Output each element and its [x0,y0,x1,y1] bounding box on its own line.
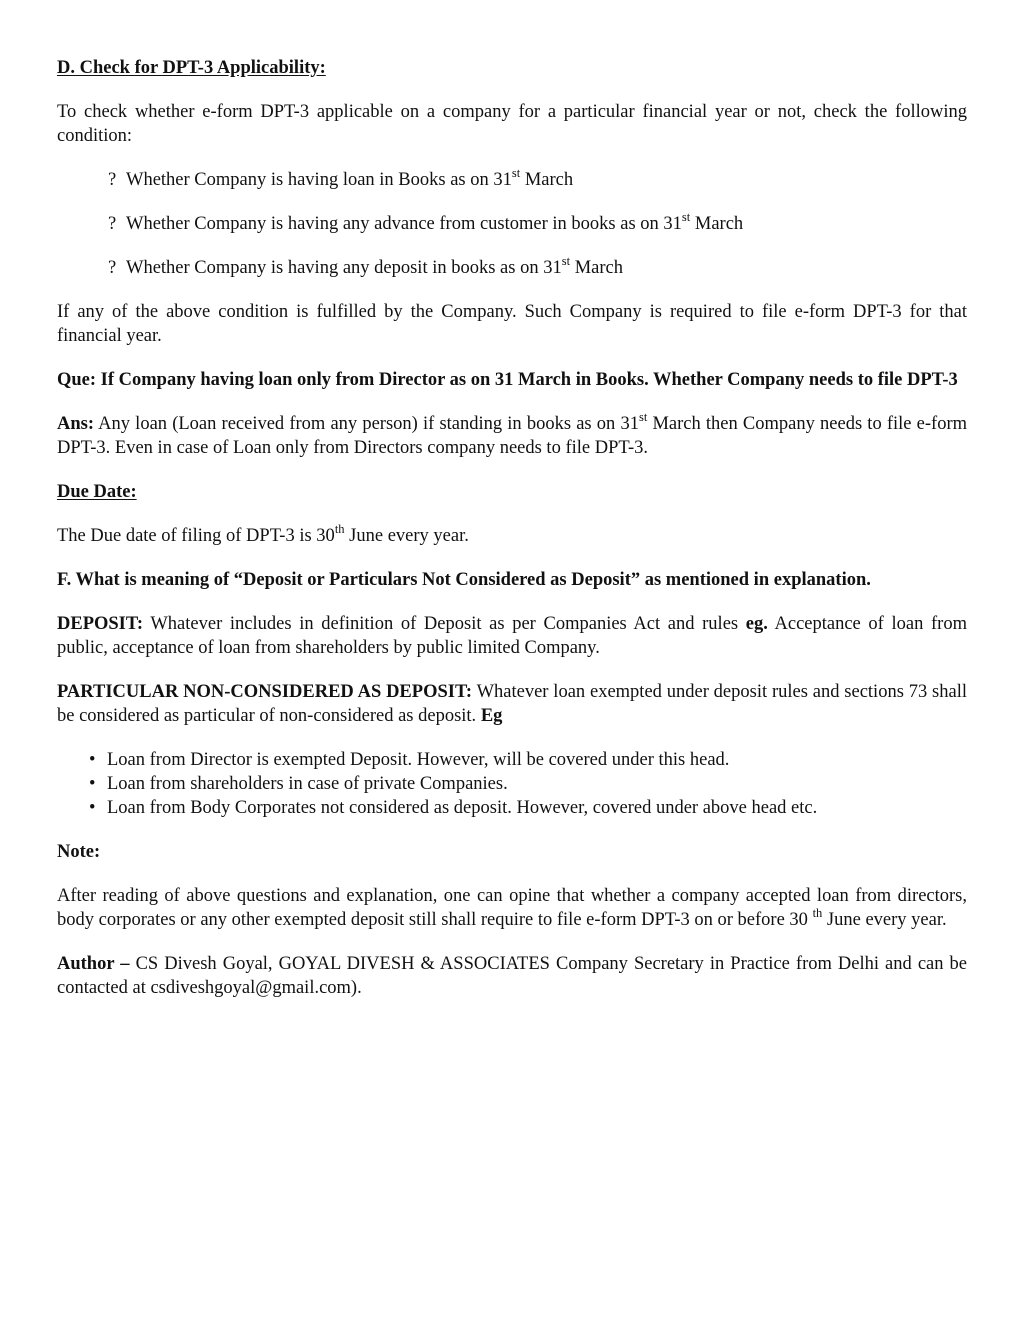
condition-item [57,253,967,280]
list-item-text: Loan from shareholders in case of private Companies. [107,774,508,794]
ordinal-suffix: st [561,253,571,268]
list-item [57,796,967,820]
author-paragraph [57,952,967,1000]
deposit-text-end: Acceptance of loan from public, acceptance of loan from shareholders by public limited Company. [57,614,967,658]
note-paragraph [57,884,967,932]
list-item [57,772,967,796]
deposit-eg: eg. [745,614,768,634]
due-date-text [57,521,967,548]
list-item [57,748,967,772]
ordinal-suffix: th [334,521,345,536]
answer-label: Ans: [57,414,95,434]
ordinal-suffix: st [511,165,521,180]
author-label: Author – [57,954,136,974]
deposit-paragraph [57,612,967,660]
section-d-conclusion: If any of the above condition is fulfilled by the Company. Such Company is required to file e-form DPT-3 for that financial year. [57,302,967,346]
note-text-end: June every year. [822,910,947,930]
condition-text: Whether Company is having loan in Books as on 31 [126,170,512,190]
ordinal-suffix: st [638,409,648,424]
answer-text-end: March then Company needs to file e-form DPT-3. Even in case of Loan only from Directors company needs to file DPT-3. [57,414,968,458]
note-text-start: After reading of above questions and explanation, one can opine that whether a company accepted loan from directors, body corporates or any other exempted deposit still shall require to file e-form DPT-3 on or before 30 [57,886,967,930]
bullet-icon: • [89,774,96,794]
condition-tail: March [520,170,574,190]
ordinal-suffix: th [812,905,823,920]
condition-text: Whether Company is having any advance from customer in books as on 31 [126,214,682,234]
condition-tail: March [570,258,623,278]
answer-paragraph [57,409,968,460]
document-page [57,56,967,1000]
deposit-label: DEPOSIT: [57,614,144,634]
condition-marker: ? [108,170,117,190]
section-d-heading: D. Check for DPT-3 Applicability: [57,58,326,78]
section-d-intro: To check whether e-form DPT-3 applicable on a company for a particular financial year or not, check the following condition: [57,102,967,146]
condition-item [57,209,967,236]
particular-label: PARTICULAR NON-CONSIDERED AS DEPOSIT: [57,682,473,702]
bullet-icon: • [89,798,96,818]
ordinal-suffix: st [681,209,691,224]
condition-item [57,165,967,192]
due-date-text-end: June every year. [344,526,469,546]
list-item-text: Loan from Body Corporates not considered as deposit. However, covered under above head etc. [107,798,818,818]
condition-text: Whether Company is having any deposit in books as on 31 [126,258,562,278]
due-date-heading: Due Date: [57,482,137,502]
particular-eg: Eg [480,706,503,726]
particular-paragraph [57,680,967,728]
list-item-text: Loan from Director is exempted Deposit. However, will be covered under this head. [107,750,730,770]
condition-tail: March [690,214,744,234]
deposit-text-start: Whatever includes in definition of Deposit as per Companies Act and rules [143,614,746,634]
bullet-icon: • [89,750,96,770]
particular-text: Whatever loan exempted under deposit rules and sections 73 shall be considered as particular of non-considered as deposit. [57,682,967,726]
note-heading: Note: [57,842,101,862]
question-text: Que: If Company having loan only from Director as on 31 March in Books. Whether Company needs to file DPT-3 [57,370,958,390]
author-text: CS Divesh Goyal, GOYAL DIVESH & ASSOCIATES Company Secretary in Practice from Delhi and can be contacted at csdiveshgoyal@gmail.com). [57,954,967,998]
condition-marker: ? [108,258,117,278]
answer-text-start: Any loan (Loan received from any person) if standing in books as on 31 [94,414,639,434]
exemption-list [57,748,967,820]
condition-marker: ? [108,214,117,234]
due-date-text-start: The Due date of filing of DPT-3 is 30 [57,526,335,546]
section-f-heading: F. What is meaning of “Deposit or Particulars Not Considered as Deposit” as mentioned in explanation. [57,570,871,590]
